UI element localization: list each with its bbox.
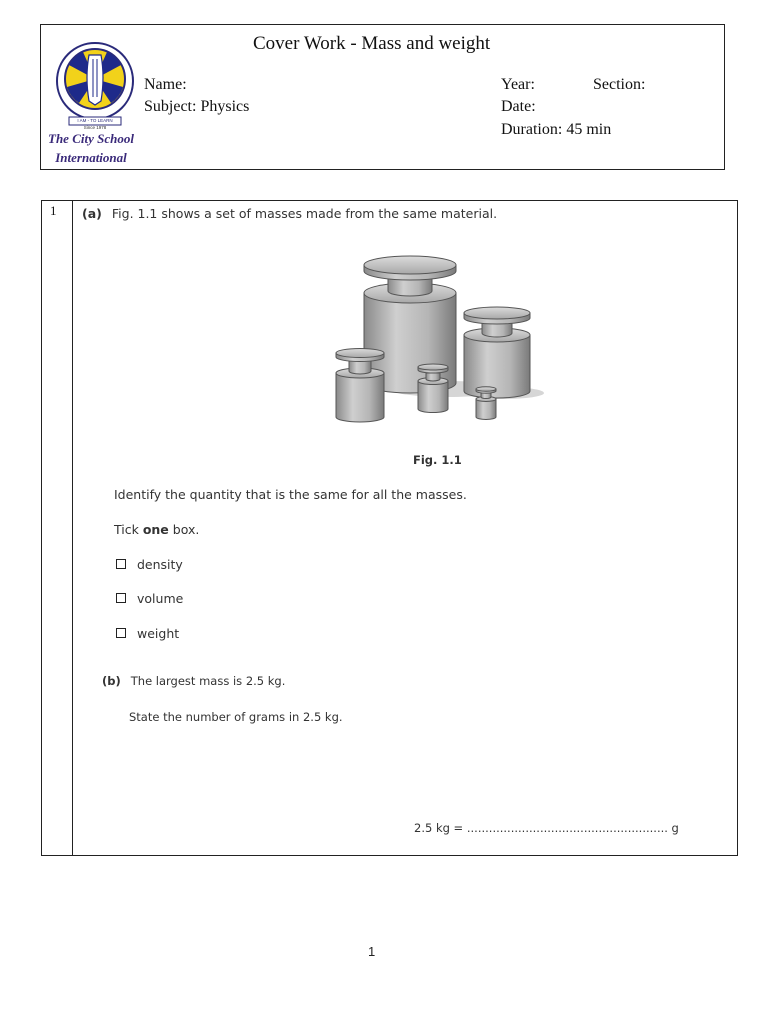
figure-caption: Fig. 1.1 xyxy=(413,453,462,467)
part-b-line xyxy=(102,674,285,688)
checkbox-volume[interactable] xyxy=(116,593,126,603)
tick-suffix: box. xyxy=(168,522,200,537)
checkbox-weight[interactable] xyxy=(116,628,126,638)
year-label: Year: xyxy=(501,76,535,93)
school-name xyxy=(41,129,141,167)
part-a-label: (a) xyxy=(82,206,102,221)
option-density-label: density xyxy=(137,557,183,572)
part-a-line xyxy=(82,206,497,221)
checkbox-density[interactable] xyxy=(116,559,126,569)
page-number: 1 xyxy=(368,944,376,959)
subject-label: Subject: Physics xyxy=(144,98,250,115)
instruction-text: Identify the quantity that is the same for all the masses. xyxy=(114,487,467,502)
section-label: Section: xyxy=(593,76,646,93)
school-name-line1: The City School xyxy=(48,131,134,146)
duration-label: Duration: 45 min xyxy=(501,121,612,138)
option-weight-label: weight xyxy=(137,626,180,641)
header-box xyxy=(40,24,725,170)
part-b-label: (b) xyxy=(102,674,121,688)
page-title: Cover Work - Mass and weight xyxy=(253,33,491,54)
part-a-text: Fig. 1.1 shows a set of masses made from the same material. xyxy=(111,206,498,221)
question-divider xyxy=(72,201,73,855)
name-label: Name: xyxy=(144,76,187,93)
part-b-prompt: State the number of grams in 2.5 kg. xyxy=(129,710,343,724)
tick-instruction xyxy=(114,522,199,537)
tick-bold: one xyxy=(142,522,169,537)
logo-motto: I AM - TO LEARN xyxy=(77,118,113,123)
question-box xyxy=(41,200,738,856)
logo-since: Since 1978 xyxy=(83,125,107,130)
figure-masses xyxy=(330,247,550,427)
option-volume-label: volume xyxy=(137,591,184,606)
part-b-text: The largest mass is 2.5 kg. xyxy=(130,674,286,688)
answer-line[interactable]: 2.5 kg = ....................................................... g xyxy=(414,821,679,835)
date-label: Date: xyxy=(501,98,536,115)
tick-prefix: Tick xyxy=(114,522,143,537)
school-name-line2: International xyxy=(55,150,127,165)
question-number: 1 xyxy=(50,203,57,218)
